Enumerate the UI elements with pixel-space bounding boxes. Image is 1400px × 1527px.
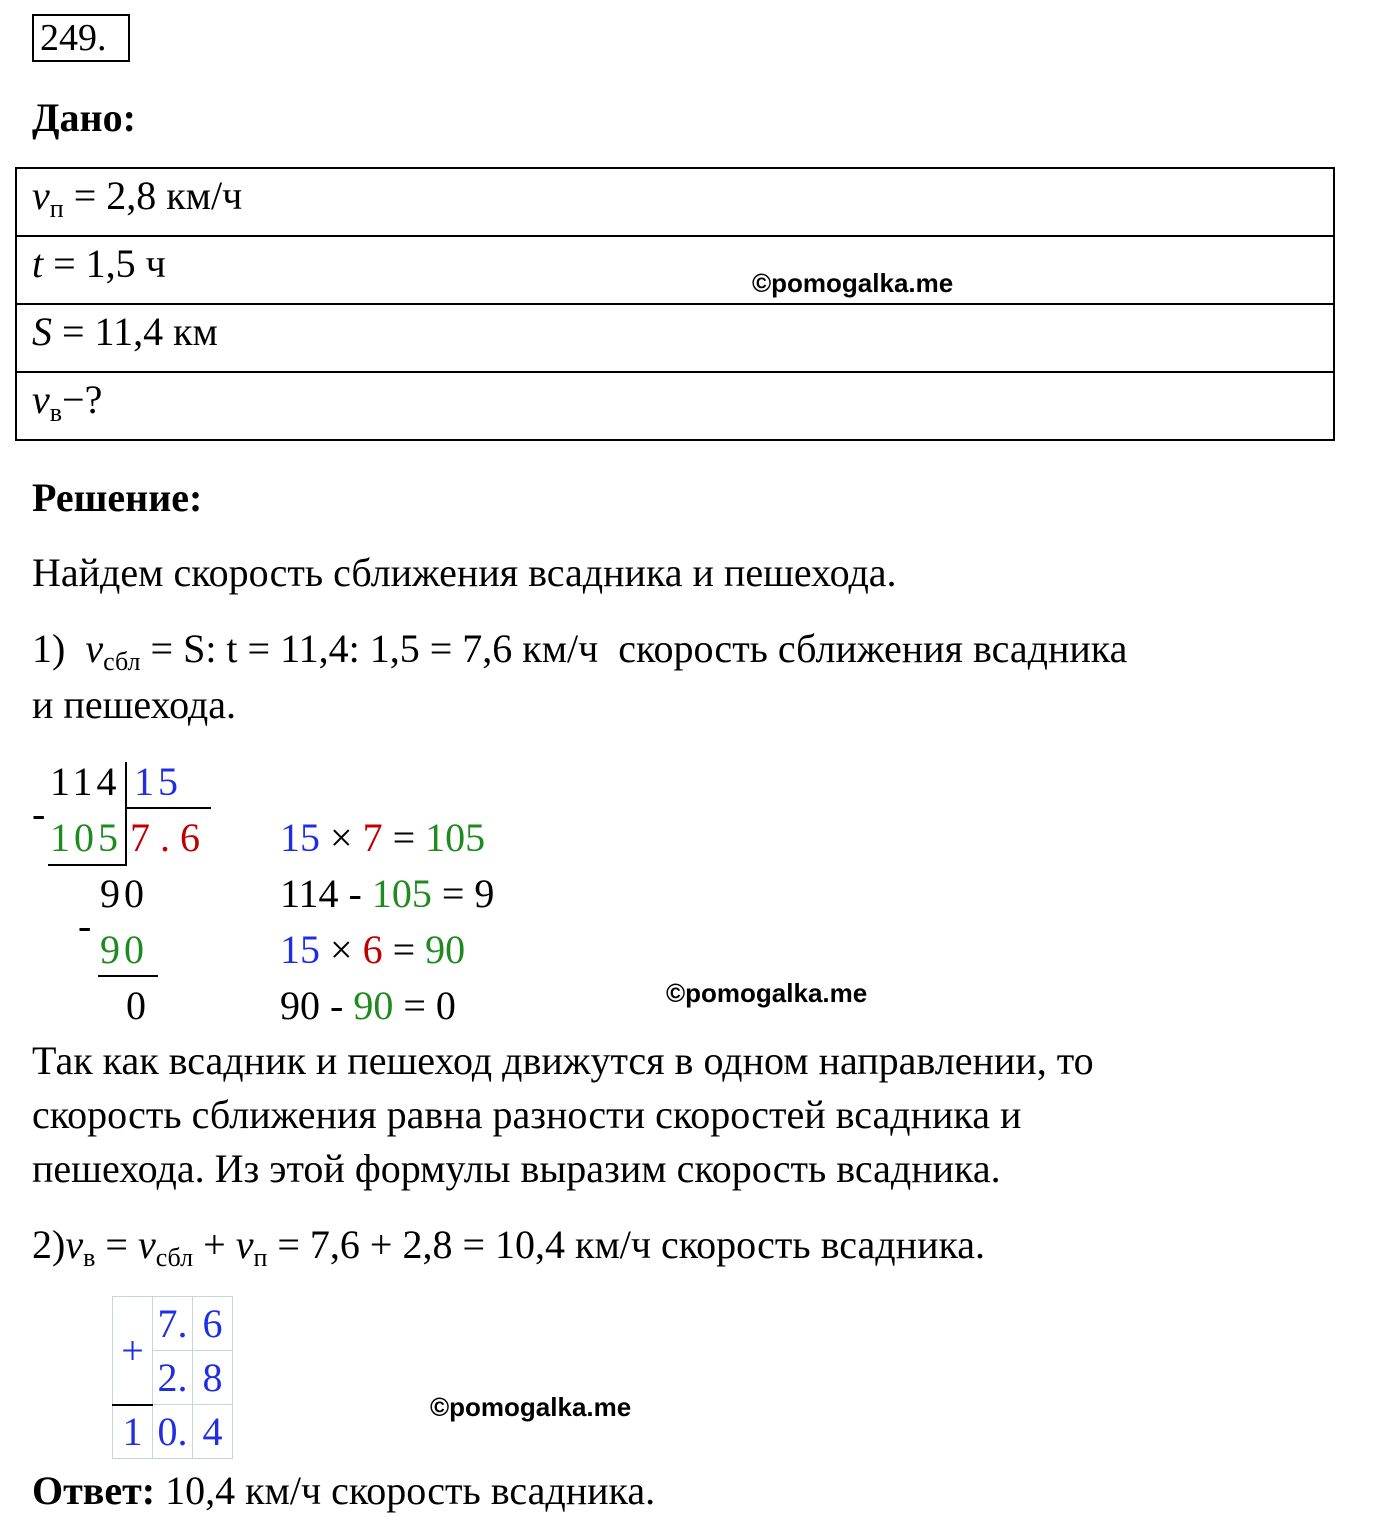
given-value: = 1,5 ч — [43, 241, 166, 286]
note-a: 90 — [280, 983, 320, 1028]
ld-divisor-line — [127, 807, 211, 809]
given-value: = 2,8 км/ч — [63, 173, 243, 218]
solution-heading: Решение: — [32, 475, 203, 520]
note-eq: = — [431, 871, 475, 916]
note-c: 0 — [435, 983, 456, 1028]
ld-remainder1: 90 — [100, 871, 148, 916]
addition-cell: 6 — [193, 1297, 233, 1351]
note-c: 90 — [425, 927, 466, 972]
given-row — [16, 372, 1334, 440]
step2-plus: + — [193, 1222, 236, 1267]
ld-quotient-dec: 6 — [180, 815, 200, 860]
explanation-line: скорость сближения равна разности скоростей всадника и — [32, 1092, 1022, 1137]
given-heading: Дано: — [32, 95, 136, 140]
given-var: v — [32, 173, 50, 218]
ld-line2 — [98, 975, 158, 977]
ld-note — [280, 926, 465, 973]
step2-var: v — [235, 1222, 254, 1267]
step1-sub: сбл — [103, 647, 141, 676]
ld-product2: 90 — [100, 927, 148, 972]
answer-label: Ответ: — [32, 1468, 156, 1513]
given-value: −? — [62, 377, 103, 422]
addition-cell: 7. — [153, 1297, 193, 1351]
answer-line — [32, 1464, 655, 1518]
step1-var: v — [85, 626, 104, 671]
ld-minus2: - — [78, 903, 96, 948]
given-row — [16, 168, 1334, 236]
addition-cell: 4 — [193, 1405, 233, 1459]
note-b: 105 — [371, 871, 432, 916]
step1-text: скорость сближения всадника — [618, 626, 1128, 671]
ld-remainder2: 0 — [126, 983, 150, 1028]
ld-quotient-int: 7 — [130, 815, 150, 860]
watermark: ©pomogalka.me — [752, 268, 954, 298]
ld-product1: 105 — [50, 815, 122, 860]
addition-cell: 8 — [193, 1351, 233, 1405]
watermark: ©pomogalka.me — [430, 1392, 632, 1422]
note-op: - — [320, 983, 354, 1028]
addition-plus: + — [113, 1297, 153, 1405]
ld-note — [280, 982, 456, 1029]
ld-quotient — [130, 814, 200, 861]
ld-note — [280, 870, 494, 917]
note-op: × — [320, 815, 363, 860]
ld-quotient-dot: . — [150, 815, 180, 860]
note-op: × — [320, 927, 363, 972]
note-eq: = — [382, 927, 426, 972]
step1-text-cont: и пешехода. — [32, 682, 237, 727]
step2-sub: сбл — [155, 1243, 194, 1272]
note-op: - — [338, 871, 372, 916]
watermark: ©pomogalka.me — [666, 978, 868, 1008]
note-a: 15 — [280, 815, 320, 860]
explanation-line: пешехода. Из этой формулы выразим скорость всадника. — [32, 1146, 1001, 1191]
note-eq: = — [393, 983, 436, 1028]
given-var: t — [32, 241, 44, 286]
note-b: 7 — [362, 815, 383, 860]
solution-intro: Найдем скорость сближения всадника и пешехода. — [32, 550, 897, 595]
ld-divisor: 15 — [134, 759, 182, 804]
explanation-line: Так как всадник и пешеход движутся в одном направлении, то — [32, 1038, 1094, 1083]
given-sub: в — [49, 398, 63, 427]
step2-line — [32, 1218, 985, 1285]
answer-text: 10,4 км/ч скорость всадника. — [155, 1468, 656, 1513]
step1-formula: = S: t = 11,4: 1,5 = 7,6 км/ч — [140, 626, 599, 671]
ld-minus: - — [32, 791, 50, 836]
note-a: 15 — [280, 927, 320, 972]
note-b: 90 — [353, 983, 394, 1028]
addition-grid — [112, 1296, 233, 1459]
addition-row — [113, 1405, 233, 1459]
ld-note — [280, 814, 485, 861]
given-var: S — [32, 309, 52, 354]
note-a: 114 — [280, 871, 339, 916]
step2-var: v — [65, 1222, 84, 1267]
note-eq: = — [382, 815, 426, 860]
ld-dividend: 114 — [50, 759, 121, 804]
given-sub: п — [49, 194, 64, 223]
given-value: = 11,4 км — [52, 309, 218, 354]
ld-vertical-bar — [125, 762, 127, 866]
addition-cell: 2. — [153, 1351, 193, 1405]
addition-cell: 1 — [113, 1405, 153, 1459]
note-c: 9 — [474, 871, 495, 916]
note-c: 105 — [425, 815, 486, 860]
step2-number: 2) — [32, 1222, 66, 1267]
given-row — [16, 236, 1334, 304]
addition-row — [113, 1297, 233, 1351]
step1-number: 1) — [32, 626, 66, 671]
step2-var: v — [137, 1222, 156, 1267]
ld-line1 — [48, 864, 126, 866]
step2-sub: в — [83, 1243, 96, 1272]
step2-eq: = — [95, 1222, 138, 1267]
given-var: v — [32, 377, 50, 422]
addition-cell: 0. — [153, 1405, 193, 1459]
given-table — [15, 167, 1335, 441]
note-b: 6 — [362, 927, 383, 972]
given-row — [16, 304, 1334, 372]
step2-sub: п — [253, 1243, 268, 1272]
task-number: 249. — [32, 14, 130, 62]
step2-rest: = 7,6 + 2,8 = 10,4 км/ч скорость всадника. — [267, 1222, 986, 1267]
